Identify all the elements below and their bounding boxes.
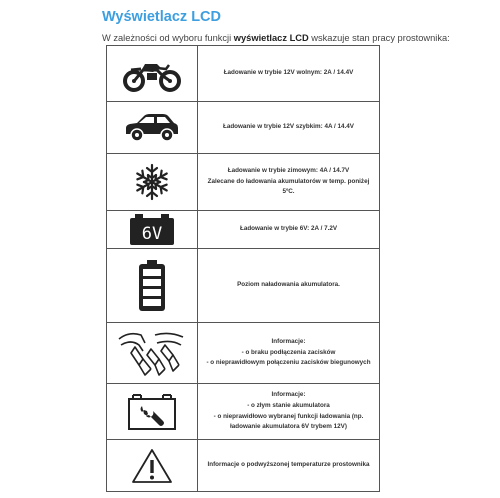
table-row [107, 102, 380, 154]
icon-cell [107, 384, 198, 440]
icon-cell [107, 249, 198, 323]
table-row [107, 249, 380, 323]
description-line: Ładowanie w trybie zimowym: 4A / 14.7V [227, 166, 350, 174]
battery-label: 6V [141, 223, 163, 244]
clamps-icon [117, 329, 187, 377]
intro-before: W zależności od wyboru funkcji [102, 33, 234, 43]
intro-after: wskazuje stan pracy prostownika: [308, 33, 450, 43]
description-cell [198, 102, 380, 154]
description-cell [198, 323, 380, 384]
description-line: Informacje: [271, 391, 306, 399]
description-line: - o braku podłączenia zacisków [241, 348, 336, 356]
description-line: - o nieprawidłowym połączeniu zacisków biegunowych [206, 359, 371, 367]
icon-cell [107, 154, 198, 211]
description-line: Ładowanie w trybie 12V szybkim: 4A / 14.4V [222, 123, 354, 131]
description-line: Poziom naładowania akumulatora. [237, 281, 340, 289]
lcd-indicator-table [106, 45, 380, 492]
description-line: - o nieprawidłowo wybranej funkcji ładowania (np. [213, 412, 364, 420]
car-icon [123, 113, 181, 143]
intro-text [102, 33, 450, 43]
description-cell [198, 249, 380, 323]
description-cell [198, 384, 380, 440]
section-title: Wyświetlacz LCD [102, 9, 221, 25]
icon-cell [107, 323, 198, 384]
warning-triangle-icon [131, 448, 173, 484]
icon-cell [107, 211, 198, 249]
table-row [107, 46, 380, 102]
table-row [107, 323, 380, 384]
table-row [107, 440, 380, 492]
intro-bold: wyświetlacz LCD [233, 33, 309, 43]
description-line: - o złym stanie akumulatora [247, 401, 330, 409]
description-cell [198, 46, 380, 102]
snowflake-icon [132, 162, 172, 202]
battery-level-icon [138, 260, 166, 312]
description-cell [198, 154, 380, 211]
description-line: Ładowanie w trybie 12V wolnym: 2A / 14.4V [223, 69, 354, 77]
icon-cell [107, 46, 198, 102]
icon-cell [107, 440, 198, 492]
description-line: ładowanie akumulatora 6V trybem 12V) [230, 423, 347, 431]
table-row [107, 384, 380, 440]
description-line: Zalecane do ładowania akumulatorów w temp. poniżej 5ºC. [207, 177, 370, 196]
description-line: Informacje o podwyższonej temperaturze prostownika [207, 461, 370, 469]
battery-6v-icon [129, 214, 175, 246]
icon-cell [107, 102, 198, 154]
description-cell [198, 211, 380, 249]
motorcycle-icon [123, 56, 181, 92]
table-row [107, 211, 380, 249]
description-line: Ładowanie w trybie 6V: 2A / 7.2V [239, 225, 338, 233]
battery-wrench-icon [127, 394, 177, 430]
table-row [107, 154, 380, 211]
description-line: Informacje: [271, 337, 306, 345]
description-cell [198, 440, 380, 492]
